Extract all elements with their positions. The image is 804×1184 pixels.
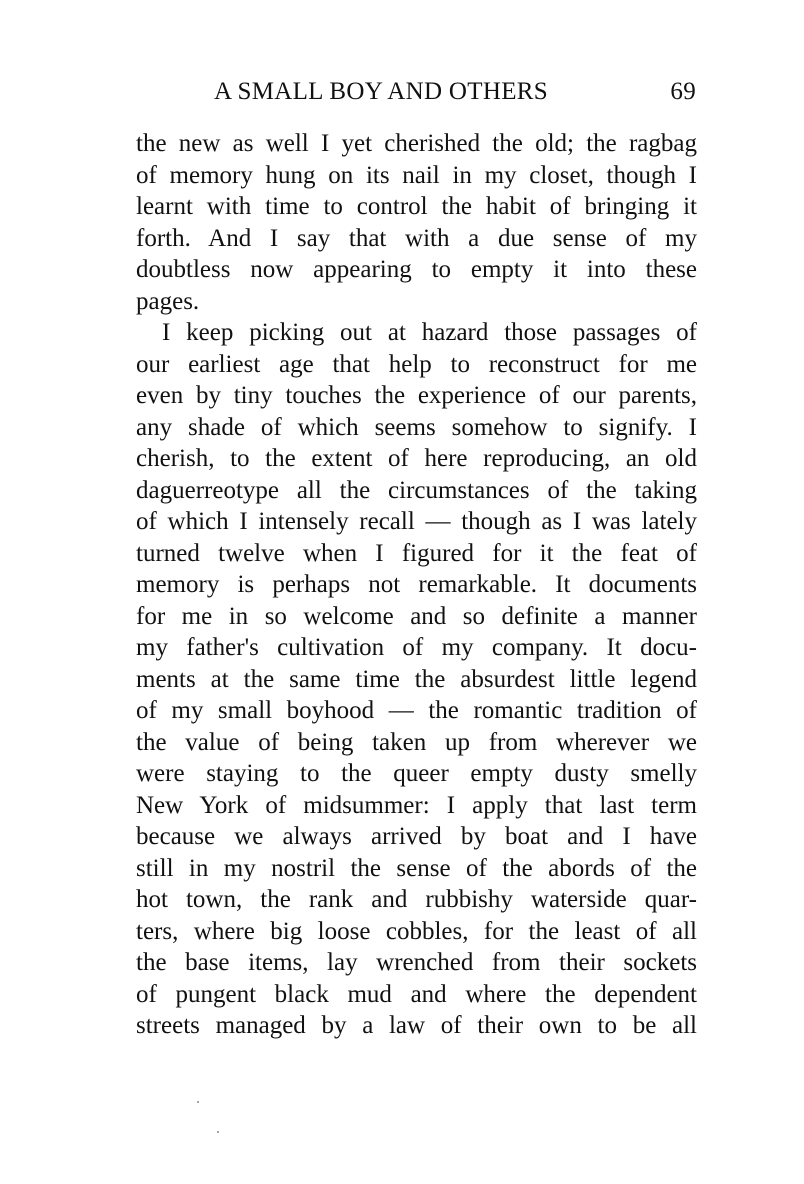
text-line: hot town, the rank and rubbishy waterside quar- (136, 886, 697, 913)
page-number: 69 (670, 78, 696, 105)
text-line: learnt with time to control the habit of bringing it (136, 193, 697, 220)
text-line: I keep picking out at hazard those passages of (162, 319, 697, 346)
text-line: memory is perhaps not remarkable. It documents (136, 571, 697, 598)
text-line: turned twelve when I figured for it the feat of (136, 539, 697, 567)
text-line: ments at the same time the absurdest little legend (136, 665, 697, 693)
text-line: because we always arrived by boat and I have (136, 823, 697, 850)
text-line: of pungent black mud and where the dependent (136, 980, 697, 1008)
text-line: for me in so welcome and so definite a manner (136, 602, 697, 630)
text-line: of my small boyhood — the romantic tradition of (136, 697, 697, 724)
text-line: my father's cultivation of my company. It docu- (136, 634, 697, 661)
scan-speck (197, 1101, 199, 1103)
body-text (136, 128, 697, 1042)
text-line: even by tiny touches the experience of our parents, (136, 382, 697, 409)
text-line: doubtless now appearing to empty it into these (136, 256, 697, 283)
text-line: were staying to the queer empty dusty smelly (136, 760, 697, 787)
text-line: the value of being taken up from wherever we (136, 728, 697, 756)
text-line: New York of midsummer: I apply that last term (136, 791, 697, 819)
text-line: forth. And I say that with a due sense of my (136, 224, 697, 252)
text-line: pages. (136, 287, 200, 315)
running-title: A SMALL BOY AND OTHERS (214, 78, 548, 105)
text-line: of which I intensely recall — though as I was lately (136, 508, 697, 535)
text-line: the new as well I yet cherished the old; the ragbag (136, 130, 697, 157)
text-line: streets managed by a law of their own to be all (136, 1012, 697, 1039)
text-line: any shade of which seems somehow to signify. I (136, 413, 697, 441)
text-line: still in my nostril the sense of the abords of the (136, 854, 697, 882)
text-line: cherish, to the extent of here reproducing, an old (136, 445, 697, 472)
text-line: of memory hung on its nail in my closet, though I (136, 161, 697, 189)
scan-speck (217, 1131, 219, 1133)
text-line: the base items, lay wrenched from their sockets (136, 949, 697, 976)
running-head (214, 78, 696, 114)
text-line: daguerreotype all the circumstances of the taking (136, 476, 697, 504)
text-line: ters, where big loose cobbles, for the least of all (136, 917, 697, 945)
text-line: our earliest age that help to reconstruct for me (136, 350, 697, 378)
